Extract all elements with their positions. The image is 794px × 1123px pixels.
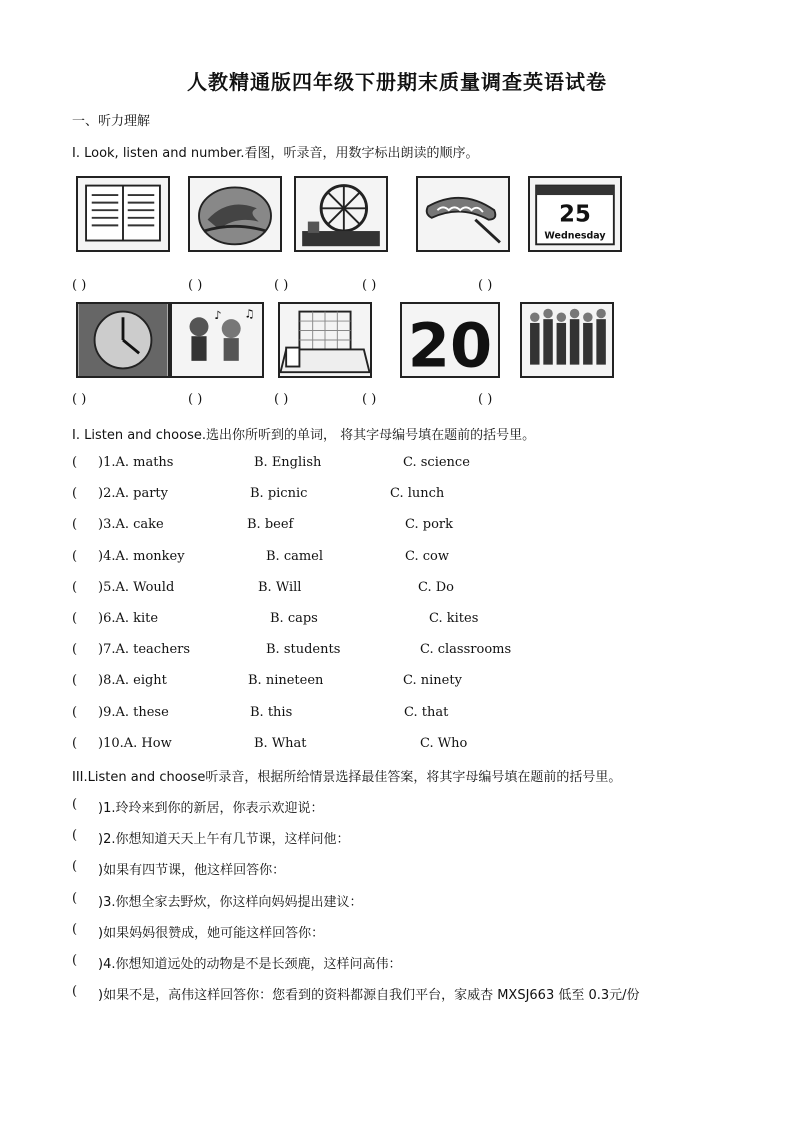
answer-paren[interactable]: ( xyxy=(72,859,78,875)
question-option-c: C. Do xyxy=(418,579,454,595)
question-option-c: C. science xyxy=(403,455,470,470)
situation-question: )如果妈妈很赞成，她可能这样回答你： xyxy=(98,925,325,941)
picture-row-2 xyxy=(72,302,632,382)
question-option-b: B. nineteen xyxy=(248,673,324,689)
question-option-b: B. Will xyxy=(258,579,302,595)
question-option-a: )6.A. kite xyxy=(98,611,159,626)
question-option-c: C. cow xyxy=(405,548,449,564)
question-option-a: )8.A. eight xyxy=(98,673,167,689)
answer-blank-10[interactable]: ( ) xyxy=(478,392,493,407)
answer-blank-9[interactable]: ( ) xyxy=(362,392,377,407)
answer-paren[interactable]: ( xyxy=(72,486,78,502)
answer-paren[interactable]: ( xyxy=(72,890,78,906)
situation-question: )如果不是，高伟这样回答你：您看到的资料都源自我们平台，家威杏 MXSJ663 低至 0.3元/份 xyxy=(98,988,640,1004)
part1-instruction: I. Look, listen and number.看图，听录音，用数字标出朗读的顺序。 xyxy=(72,146,479,161)
answer-blank-8[interactable]: ( ) xyxy=(274,392,289,407)
page-title: 人教精通版四年级下册期末质量调查英语试卷 xyxy=(187,70,607,94)
calendar-icon xyxy=(528,176,622,252)
answer-paren[interactable]: ( xyxy=(72,579,78,595)
answer-paren[interactable]: ( xyxy=(72,455,78,470)
question-option-c: C. lunch xyxy=(390,486,445,502)
part3-instruction: III.Listen and choose听录音，根据所给情景选择最佳答案，将其字母编号填在题前的括号里。 xyxy=(72,770,622,785)
answer-paren[interactable]: ( xyxy=(72,953,78,968)
question-option-b: B. beef xyxy=(247,517,294,533)
singing-monkey-icon xyxy=(170,302,264,378)
question-option-b: B. caps xyxy=(270,611,318,626)
answer-blank-5[interactable]: ( ) xyxy=(478,278,493,293)
answer-blank-6[interactable]: ( ) xyxy=(72,392,87,407)
calendar-weekday-text: Wednesday xyxy=(544,230,606,242)
question-option-a: )4.A. monkey xyxy=(98,548,185,564)
ferris-wheel-icon xyxy=(294,176,388,252)
section-heading-listening: 一、听力理解 xyxy=(72,114,151,129)
answer-paren[interactable]: ( xyxy=(72,984,78,1000)
question-option-b: B. this xyxy=(250,704,293,720)
answer-blank-1[interactable]: ( ) xyxy=(72,278,87,293)
hotdog-icon xyxy=(416,176,510,252)
answer-blank-7[interactable]: ( ) xyxy=(188,392,203,407)
answer-paren[interactable]: ( xyxy=(72,548,78,564)
number-twenty-text: 20 xyxy=(407,311,493,376)
question-option-a: )5.A. Would xyxy=(98,579,175,595)
picture-row-1 xyxy=(72,176,632,256)
answer-paren[interactable]: ( xyxy=(72,673,78,689)
situation-question: )4.你想知道远处的动物是不是长颈鹿，这样问高伟： xyxy=(98,957,402,972)
question-option-c: C. ninety xyxy=(403,673,462,689)
question-option-a: )7.A. teachers xyxy=(98,642,191,658)
answer-paren[interactable]: ( xyxy=(72,704,78,720)
question-option-c: C. that xyxy=(404,704,449,720)
clock-icon xyxy=(76,302,170,378)
dolphin-icon xyxy=(188,176,282,252)
calendar-day-text: 25 xyxy=(559,201,591,228)
answer-blank-3[interactable]: ( ) xyxy=(274,278,289,293)
situation-question: )2.你想知道天天上午有几节课，这样问他： xyxy=(98,832,350,848)
question-option-a: )2.A. party xyxy=(98,486,168,502)
answer-paren[interactable]: ( xyxy=(72,611,78,626)
answer-blank-2[interactable]: ( ) xyxy=(188,278,203,293)
question-option-c: C. classrooms xyxy=(420,642,512,658)
part2-instruction: I. Listen and choose.选出你所听到的单词， 将其字母编号填在题前的括号里。 xyxy=(72,428,536,443)
question-option-b: B. camel xyxy=(266,548,324,564)
question-option-a: )10.A. How xyxy=(98,735,172,751)
situation-question: )1.玲玲来到你的新居，你表示欢迎说： xyxy=(98,801,324,816)
answer-paren[interactable]: ( xyxy=(72,517,78,533)
number-twenty-icon xyxy=(400,302,500,378)
question-option-b: B. picnic xyxy=(250,486,308,502)
question-option-c: C. pork xyxy=(405,517,453,533)
question-option-a: )3.A. cake xyxy=(98,517,164,533)
answer-blank-4[interactable]: ( ) xyxy=(362,278,377,293)
answer-paren[interactable]: ( xyxy=(72,797,78,812)
answer-paren[interactable]: ( xyxy=(72,828,78,844)
band-icon xyxy=(520,302,614,378)
question-option-a: )1.A. maths xyxy=(98,455,174,470)
svg-text:♪: ♪ xyxy=(214,308,222,323)
answer-paren[interactable]: ( xyxy=(72,921,78,937)
question-option-b: B. English xyxy=(254,455,322,470)
question-option-c: C. kites xyxy=(429,611,479,626)
question-option-b: B. students xyxy=(266,642,341,658)
question-option-a: )9.A. these xyxy=(98,704,169,720)
book-icon xyxy=(76,176,170,252)
question-option-c: C. Who xyxy=(420,735,468,751)
answer-paren[interactable]: ( xyxy=(72,642,78,658)
situation-question: )如果有四节课，他这样回答你： xyxy=(98,863,286,879)
svg-text:♫: ♫ xyxy=(244,306,255,321)
bathroom-icon xyxy=(278,302,372,378)
question-option-b: B. What xyxy=(254,735,307,751)
answer-paren[interactable]: ( xyxy=(72,735,78,751)
situation-question: )3.你想全家去野炊，你这样向妈妈提出建议： xyxy=(98,894,363,910)
